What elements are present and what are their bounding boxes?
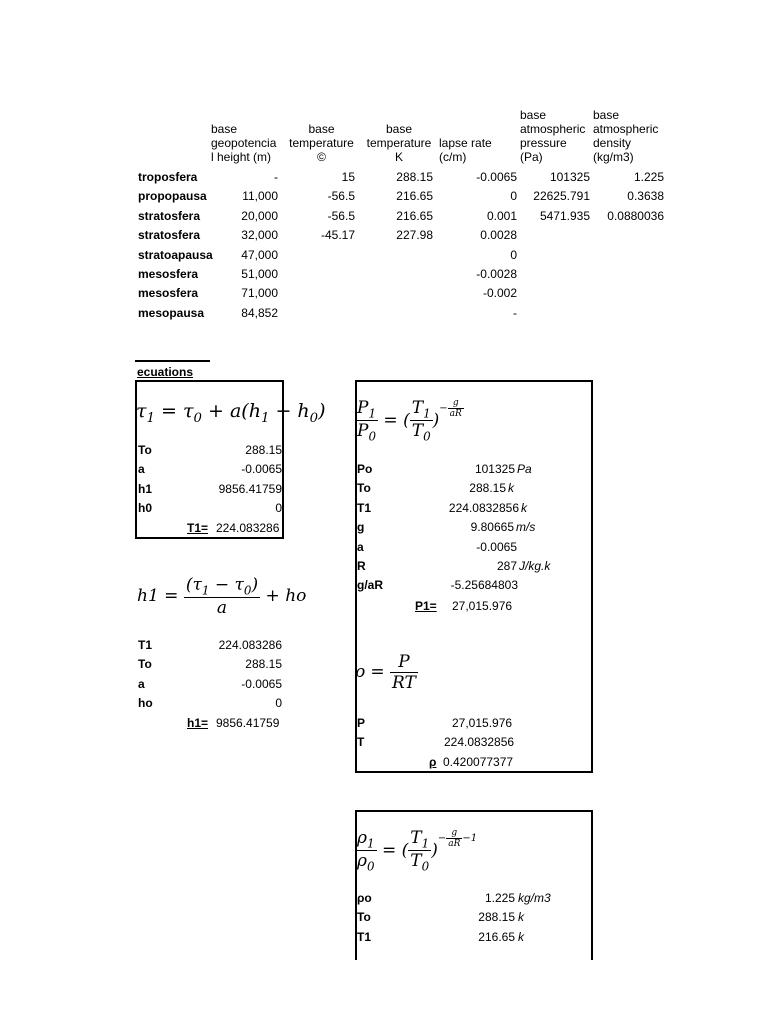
table-row-pressure: 22625.791 <box>533 189 590 204</box>
table-row-temp-c: 15 <box>341 170 355 184</box>
eq3-var-value: 224.0832856 <box>448 500 519 515</box>
eq5-var-unit: kg/m3 <box>518 891 551 905</box>
table-row-layer: propopausa <box>138 189 207 204</box>
eq3-formula: $\frac{P_1}{P_0}$ = ( $\frac{T_1}{T_0}$ )$^{- \frac{g}{aR}}$ <box>357 397 462 444</box>
eq3-var-unit: m/s <box>516 520 536 535</box>
eq3-result-value: 27,015.976 <box>452 599 513 613</box>
table-row-height: 11,000 <box>242 189 278 204</box>
table-row-height: 51,000 <box>241 267 278 281</box>
eq3-var-unit: k <box>521 500 527 515</box>
eq2-formula: h1 = $\frac{(\tau_1 - \tau_0)}{a}$ + ho <box>137 575 307 619</box>
eq2-result-value: 9856.41759 <box>216 716 280 730</box>
header-density: base atmospheric density (kg/m3) <box>593 108 659 164</box>
eq5-var-name: To <box>357 910 371 925</box>
eq2-var-name: To <box>138 657 152 672</box>
eq1-result-label: T1= <box>187 521 209 535</box>
header-geopotential-height: base geopotencia l height (m) <box>211 122 277 164</box>
table-row-height: 32,000 <box>241 228 278 243</box>
table-row-temp-k: 216.65 <box>396 208 433 223</box>
eq4-result-value: 0.420077377 <box>443 755 514 769</box>
eq5-var-name: T1 <box>357 929 372 944</box>
table-row-pressure: 101325 <box>549 170 590 184</box>
table-row-pressure: 5471.935 <box>539 208 590 223</box>
table-row-density: 0.0880036 <box>607 208 664 223</box>
eq4-result-label: ρ <box>429 755 437 769</box>
eq4-var-name: T <box>357 735 365 750</box>
eq1-var-name: a <box>138 462 145 477</box>
eq3-var-value: 288.15 <box>469 481 506 496</box>
eq2-var-name: a <box>138 676 145 691</box>
header-temperature-k: base temperature K <box>366 122 432 164</box>
table-row-lapse: 0 <box>510 189 517 204</box>
table-row-height: - <box>274 170 278 184</box>
table-row-lapse: -0.0028 <box>476 267 517 281</box>
eq3-var-name: Po <box>357 462 373 476</box>
eq2-var-name: ho <box>138 696 153 711</box>
eq1-var-name: To <box>138 443 152 457</box>
table-row-layer: mesopausa <box>138 305 205 320</box>
eq5-var-value: 288.15 <box>478 910 515 925</box>
table-row-temp-k: 288.15 <box>396 170 433 184</box>
eq3-var-unit: k <box>508 481 514 496</box>
eq3-result-label: P1= <box>415 599 437 613</box>
table-row-temp-c: -45.17 <box>320 228 355 243</box>
eq3-var-name: T1 <box>357 500 372 515</box>
table-row-height: 20,000 <box>241 208 278 223</box>
eq1-var-value: -0.0065 <box>241 462 282 477</box>
eq5-var-value: 216.65 <box>478 929 515 944</box>
eq3-var-name: g <box>357 520 365 535</box>
eq1-result-value: 224.083286 <box>216 521 280 535</box>
eq5-formula: $\frac{\rho_1}{\rho_0}$ = ( $\frac{T_1}{T_0}$ )$^{- \frac{g}{aR} -1}$ <box>357 827 478 874</box>
eq1-var-value: 0 <box>275 501 282 516</box>
title-top-border <box>135 360 210 362</box>
eq5-var-unit: k <box>518 910 524 925</box>
eq3-var-name: R <box>357 559 366 573</box>
eq3-var-name: g/aR <box>357 578 384 593</box>
eq1-var-value: 288.15 <box>245 443 282 457</box>
eq5-var-unit: k <box>518 929 524 944</box>
eq4-formula: ρ = $\frac{P}{RT}$ <box>355 652 416 693</box>
eq3-var-name: To <box>357 481 371 496</box>
eq2-var-value: 224.083286 <box>218 638 282 652</box>
eq4-var-value: 27,015.976 <box>452 716 513 730</box>
table-row-layer: mesosfera <box>138 267 199 281</box>
table-row-density: 1.225 <box>633 170 664 184</box>
table-row-height: 47,000 <box>241 247 278 262</box>
table-row-layer: stratoapausa <box>138 247 213 262</box>
eq3-var-unit: J/kg.k <box>519 559 551 573</box>
table-row-layer: stratosfera <box>138 208 201 223</box>
eq2-var-name: T1 <box>138 638 153 652</box>
eq5-var-value: 1.225 <box>484 891 515 905</box>
table-row-height: 84,852 <box>241 305 278 320</box>
table-row-temp-k: 227.98 <box>396 228 433 243</box>
table-row-layer: stratosfera <box>138 228 201 243</box>
table-row-lapse: -0.0065 <box>476 170 517 184</box>
table-row-temp-c: -56.5 <box>327 189 355 204</box>
eq3-var-value: 101325 <box>474 462 515 476</box>
header-lapse-rate: lapse rate (c/m) <box>439 136 492 164</box>
table-row-lapse: -0.002 <box>482 286 517 301</box>
eq3-var-value: -0.0065 <box>476 539 517 554</box>
eq3-var-name: a <box>357 539 364 554</box>
table-row-density: 0.3638 <box>627 189 664 204</box>
eq5-var-name: ρo <box>357 891 372 905</box>
table-row-temp-k: 216.65 <box>396 189 433 204</box>
eq3-var-value: 287 <box>496 559 517 573</box>
eq2-result-label: h1= <box>187 716 209 730</box>
table-row-height: 71,000 <box>241 286 278 301</box>
eq2-var-value: 0 <box>275 696 282 711</box>
eq3-var-unit: Pa <box>517 462 532 476</box>
eq3-var-value: 9.80665 <box>470 520 514 535</box>
eq1-var-value: 9856.41759 <box>218 481 282 496</box>
eq1-var-name: h0 <box>138 501 153 516</box>
table-row-lapse: 0.0028 <box>480 228 517 243</box>
eq1-formula: $\tau_1 = \tau_0 + a(h_1 - h_0)$ <box>136 400 326 426</box>
table-row-lapse: 0 <box>510 247 517 262</box>
table-row-layer: troposfera <box>138 170 198 184</box>
header-pressure: base atmospheric pressure (Pa) <box>520 108 586 164</box>
table-row-lapse: - <box>513 305 517 320</box>
eq2-var-value: 288.15 <box>245 657 282 672</box>
eq3-var-value: -5.25684803 <box>450 578 518 593</box>
table-row-lapse: 0.001 <box>486 208 517 223</box>
section-title: ecuations <box>137 365 194 379</box>
eq1-var-name: h1 <box>138 481 153 496</box>
eq2-var-value: -0.0065 <box>241 676 282 691</box>
table-row-temp-c: -56.5 <box>327 208 355 223</box>
header-temperature-c: base temperature © <box>289 122 354 164</box>
table-row-layer: mesosfera <box>138 286 199 301</box>
eq4-var-value: 224.0832856 <box>444 735 515 750</box>
eq4-var-name: P <box>357 716 366 730</box>
